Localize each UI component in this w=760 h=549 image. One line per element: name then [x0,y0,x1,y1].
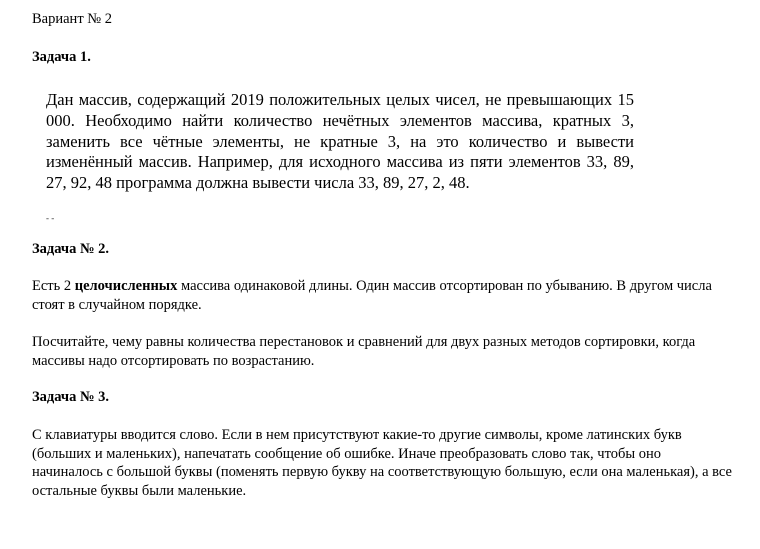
problem2-title: Задача № 2. [32,241,110,257]
problem3-title: Задача № 3. [32,389,110,405]
problem2-p1-start: Есть 2 [32,278,75,294]
problem1-title: Задача 1. [32,49,91,65]
cropped-line-mark: - - [46,213,55,222]
problem1-image [32,90,644,222]
problem2-p1-end: массива одинаковой длины. Один массив отсортирован по убыванию. В другом числа стоят в случайном порядке. [32,278,712,313]
problem2-paragraph-1 [32,277,732,314]
problem3-text: С клавиатуры вводится слово. Если в нем присутствуют какие-то другие символы, кроме латинских букв (больших и маленьких), напечатать сообщение об ошибке. Иначе преобразовать слово так, чтобы оно начиналось с большой буквы (поменять первую букву на соответствующую большую, если она маленькая), а все остальные буквы были маленькие. [32,427,732,500]
problem2-paragraph-2: Посчитайте, чему равны количества перестановок и сравнений для двух разных методов сортировки, когда массивы надо отсортировать по возрастанию. [32,334,696,369]
problem2-p1-bold: целочисленных [74,278,178,294]
problem1-text: Дан массив, содержащий 2019 положительных целых чисел, не превышающих 15 000. Необходимо найти количество нечётных элементов массива, кратных 3, заменить все чётные элементы, не кратные 3, на это количество и вывести изменённый массив. Например, для исходного массива из пяти элементов 33, 89, 27, 92, 48 программа должна вывести числа 33, 89, 27, 2, 48. [46,90,634,193]
variant-label: Вариант № 2 [32,11,112,27]
